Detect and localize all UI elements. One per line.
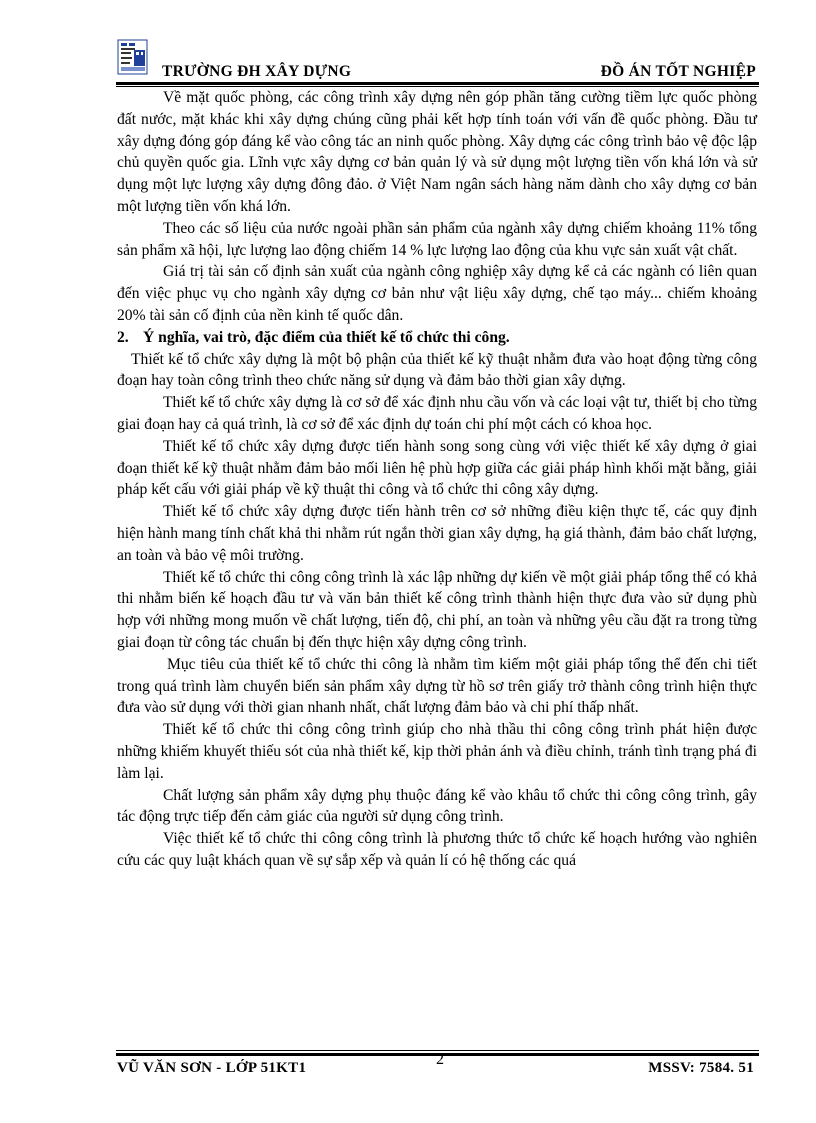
document-body bbox=[117, 87, 757, 872]
section-title: Ý nghĩa, vai trò, đặc điểm của thiết kế tổ chức thi công. bbox=[143, 328, 510, 346]
paragraph: Thiết kế tổ chức xây dựng được tiến hành song song cùng với việc thiết kế xây dựng ở giai đoạn thiết kế kỹ thuật nhằm đảm bảo mối liên hệ phù hợp giữa các giải pháp hình khối mặt bằng, giải pháp kết cấu với giải pháp về kỹ thuật thi công và tổ chức thi công xây dựng. bbox=[117, 437, 757, 499]
paragraph: Thiết kế tổ chức thi công công trình giúp cho nhà thầu thi công công trình phát hiện được những khiếm khuyết thiếu sót của nhà thiết kế, kịp thời phản ánh và điều chỉnh, tránh tình trạng phá đi làm lại. bbox=[117, 721, 757, 782]
paragraph: Thiết kế tổ chức xây dựng là cơ sở để xác định nhu cầu vốn và các loại vật tư, thiết bị cho từng giai đoạn hay cả quá trình, là cơ sở để xác định dự toán chi phí một cách có khoa học. bbox=[117, 394, 757, 433]
header-document-title: ĐỒ ÁN TỐT NGHIỆP bbox=[600, 63, 756, 80]
page-number: 2 bbox=[436, 1051, 444, 1068]
paragraph: Việc thiết kế tổ chức thi công công trình là phương thức tổ chức kế hoạch hướng vào nghiên cứu các quy luật khách quan về sự sắp xếp và quản lí có hệ thống các quá bbox=[117, 830, 757, 869]
header-school-name: TRƯỜNG ĐH XÂY DỰNG bbox=[162, 63, 352, 80]
section-number: 2. bbox=[117, 328, 129, 346]
footer-student-id: MSSV: 7584. 51 bbox=[648, 1060, 754, 1076]
paragraph: Thiết kế tổ chức xây dựng là một bộ phận của thiết kế kỹ thuật nhằm đưa vào hoạt động từng công đoạn hay toàn công trình theo chức năng sử dụng và đảm bảo thời gian xây dựng. bbox=[117, 350, 757, 390]
paragraph: Chất lượng sản phẩm xây dựng phụ thuộc đáng kể vào khâu tổ chức thi công công trình, gây tác động trực tiếp đến cảm giác của người sử dụng công trình. bbox=[117, 786, 757, 826]
footer-author: VŨ VĂN SƠN - LỚP 51KT1 bbox=[117, 1060, 307, 1076]
section-heading bbox=[117, 327, 757, 349]
paragraph: Theo các số liệu của nước ngoài phần sản phẩm của ngành xây dựng chiếm khoảng 11% tổng sản phẩm xã hội, lực lượng lao động chiếm 14 % lực lượng lao động của khu vực sản xuất vật chất. bbox=[117, 219, 757, 259]
paragraph: Về mặt quốc phòng, các công trình xây dựng nên góp phần tăng cường tiềm lực quốc phòng đất nước, mặt khác khi xây dựng chúng cũng phải kết hợp tính toán với vấn đề quốc phòng. Đầu tư xây dựng đóng góp đáng kể vào công tác an ninh quốc phòng. Xây dựng các công trình bảo vệ độc lập chủ quyền quốc gia. Lĩnh vực xây dựng cơ bản quản lý và sử dụng một lượng tiền vốn khá lớn và sử dụng một lực lượng xây dựng đông đảo. ở Việt Nam ngân sách hàng năm dành cho xây dựng cơ bản một lượng tiền vốn khá lớn. bbox=[117, 89, 757, 215]
paragraph: Giá trị tài sản cố định sản xuất của ngành công nghiệp xây dựng kể cả các ngành có liên quan đến việc phục vụ cho ngành xây dựng cơ bản như vật liệu xây dựng, chế tạo máy... chiếm khoảng 20% tài sản cố định của nền kinh tế quốc dân. bbox=[117, 263, 757, 324]
university-logo-icon bbox=[116, 38, 149, 76]
paragraph: Thiết kế tổ chức thi công công trình là xác lập những dự kiến về một giải pháp tổng thể có khả thi nhằm biến kế hoạch đầu tư và văn bản thiết kế công trình thành hiện thực đưa vào sử dụng phù hợp với những mong muốn về chất lượng, tiến độ, chi phí, an toàn và những yêu cầu đặt ra trong từng giai đoạn từ công tác chuẩn bị đến thực hiện xây dựng công trình. bbox=[117, 568, 757, 651]
paragraph: Mục tiêu của thiết kế tổ chức thi công là nhằm tìm kiếm một giải pháp tổng thể đến chi tiết trong quá trình làm chuyển biến sản phẩm xây dựng từ hồ sơ trên giấy trở thành công trình hiện thực đưa vào sử dụng với thời gian nhanh nhất, chất lượng đảm bảo và chi phí thấp nhất. bbox=[117, 655, 757, 717]
header-rule-thick bbox=[116, 82, 759, 85]
paragraph: Thiết kế tổ chức xây dựng được tiến hành trên cơ sở những điều kiện thực tế, các quy định hiện hành mang tính chất khả thi nhằm rút ngắn thời gian xây dựng, hạ giá thành, đảm bảo chất lượng, an toàn và bảo vệ môi trường. bbox=[117, 503, 757, 564]
